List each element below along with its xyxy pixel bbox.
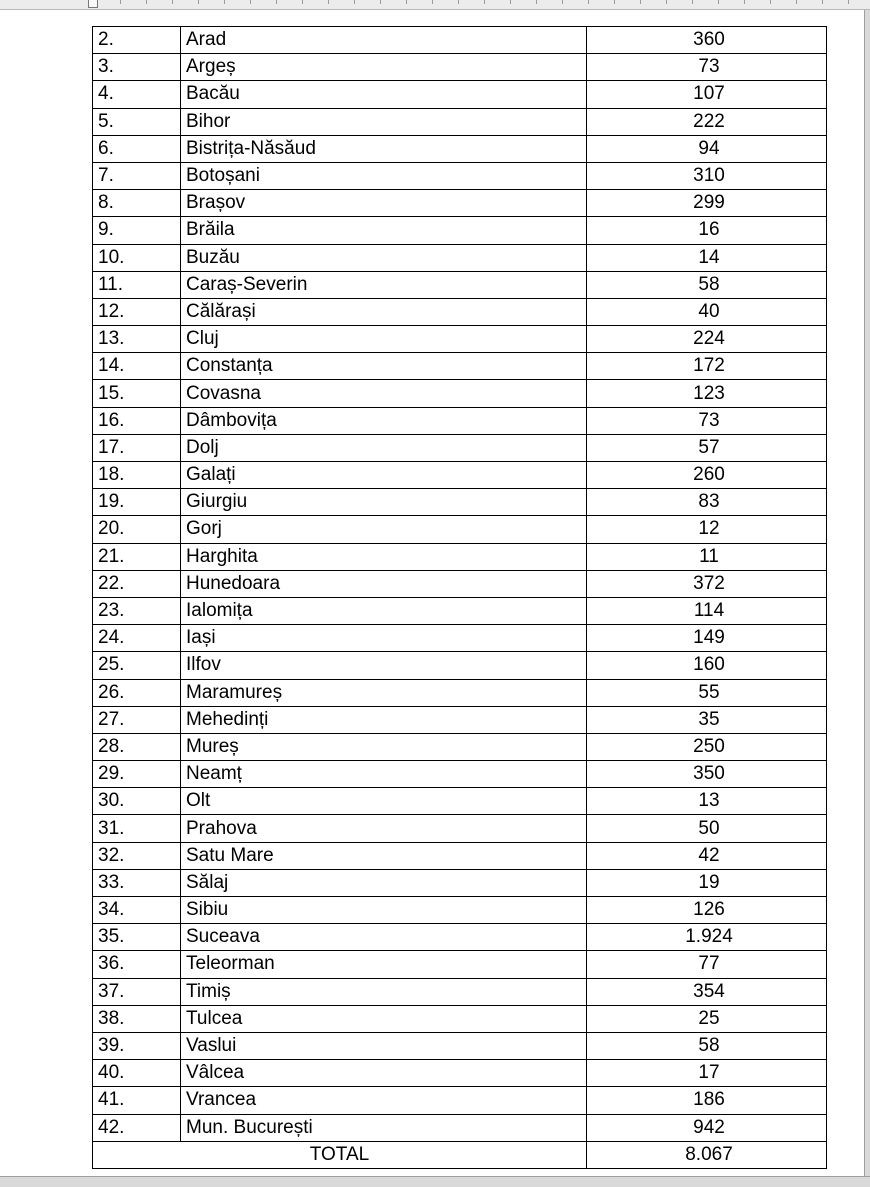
- county-name: Constanța: [181, 353, 587, 380]
- table-row: [93, 924, 827, 951]
- table-row: [93, 543, 827, 570]
- ruler-tick: [822, 0, 823, 4]
- row-number: 12.: [93, 298, 181, 325]
- county-value: 942: [587, 1114, 827, 1141]
- row-number: 5.: [93, 108, 181, 135]
- county-value: 250: [587, 733, 827, 760]
- row-number: 30.: [93, 788, 181, 815]
- table-row: [93, 706, 827, 733]
- county-value: 114: [587, 597, 827, 624]
- county-name: Iași: [181, 625, 587, 652]
- row-number: 10.: [93, 244, 181, 271]
- table-row: [93, 54, 827, 81]
- row-number: 7.: [93, 162, 181, 189]
- row-number: 26.: [93, 679, 181, 706]
- county-name: Vrancea: [181, 1087, 587, 1114]
- table-row: [93, 761, 827, 788]
- county-value: 14: [587, 244, 827, 271]
- table-row: [93, 108, 827, 135]
- indent-marker-icon[interactable]: [88, 0, 98, 8]
- county-value: 172: [587, 353, 827, 380]
- row-number: 32.: [93, 842, 181, 869]
- county-name: Vâlcea: [181, 1060, 587, 1087]
- county-name: Arad: [181, 27, 587, 54]
- table-row: [93, 597, 827, 624]
- county-name: Caraș-Severin: [181, 271, 587, 298]
- total-row: [93, 1141, 827, 1168]
- ruler-tick: [692, 0, 693, 4]
- row-number: 16.: [93, 407, 181, 434]
- table-row: [93, 271, 827, 298]
- row-number: 17.: [93, 434, 181, 461]
- county-value: 126: [587, 897, 827, 924]
- ruler-tick: [640, 0, 641, 4]
- row-number: 24.: [93, 625, 181, 652]
- ruler-tick: [666, 0, 667, 4]
- table-row: [93, 298, 827, 325]
- county-value: 186: [587, 1087, 827, 1114]
- county-value: 310: [587, 162, 827, 189]
- row-number: 20.: [93, 516, 181, 543]
- county-value: 107: [587, 81, 827, 108]
- table-row: [93, 679, 827, 706]
- county-value: 260: [587, 462, 827, 489]
- county-value: 94: [587, 135, 827, 162]
- ruler-tick: [458, 0, 459, 4]
- ruler-tick: [614, 0, 615, 4]
- ruler-tick: [510, 0, 511, 4]
- county-name: Cluj: [181, 326, 587, 353]
- county-name: Neamț: [181, 761, 587, 788]
- county-name: Argeș: [181, 54, 587, 81]
- county-value: 73: [587, 407, 827, 434]
- table-row: [93, 788, 827, 815]
- county-name: Botoșani: [181, 162, 587, 189]
- total-value: 8.067: [587, 1141, 827, 1168]
- row-number: 15.: [93, 380, 181, 407]
- ruler-tick: [796, 0, 797, 4]
- ruler-tick: [276, 0, 277, 4]
- county-name: Buzău: [181, 244, 587, 271]
- document-page: [0, 10, 864, 1176]
- row-number: 42.: [93, 1114, 181, 1141]
- county-name: Prahova: [181, 815, 587, 842]
- county-name: Maramureș: [181, 679, 587, 706]
- county-value: 58: [587, 271, 827, 298]
- row-number: 3.: [93, 54, 181, 81]
- county-value: 42: [587, 842, 827, 869]
- row-number: 14.: [93, 353, 181, 380]
- table-row: [93, 353, 827, 380]
- table-row: [93, 1005, 827, 1032]
- county-name: Suceava: [181, 924, 587, 951]
- row-number: 11.: [93, 271, 181, 298]
- table-row: [93, 489, 827, 516]
- county-name: Harghita: [181, 543, 587, 570]
- row-number: 31.: [93, 815, 181, 842]
- ruler-tick: [432, 0, 433, 4]
- county-name: Ilfov: [181, 652, 587, 679]
- row-number: 6.: [93, 135, 181, 162]
- table-row: [93, 326, 827, 353]
- county-name: Mehedinți: [181, 706, 587, 733]
- row-number: 25.: [93, 652, 181, 679]
- county-name: Timiș: [181, 978, 587, 1005]
- ruler-tick: [406, 0, 407, 4]
- table-row: [93, 625, 827, 652]
- table-row: [93, 162, 827, 189]
- county-value: 40: [587, 298, 827, 325]
- county-name: Dolj: [181, 434, 587, 461]
- county-value: 160: [587, 652, 827, 679]
- county-value: 58: [587, 1032, 827, 1059]
- row-number: 38.: [93, 1005, 181, 1032]
- table-row: [93, 652, 827, 679]
- table-row: [93, 842, 827, 869]
- county-name: Bacău: [181, 81, 587, 108]
- page-bottom-margin: [0, 1176, 870, 1187]
- table-row: [93, 27, 827, 54]
- ruler-tick: [588, 0, 589, 4]
- county-value: 83: [587, 489, 827, 516]
- table-row: [93, 570, 827, 597]
- county-value: 372: [587, 570, 827, 597]
- table-row: [93, 1087, 827, 1114]
- county-name: Hunedoara: [181, 570, 587, 597]
- county-name: Dâmbovița: [181, 407, 587, 434]
- table-row: [93, 462, 827, 489]
- ruler-tick: [770, 0, 771, 4]
- table-row: [93, 135, 827, 162]
- ruler-tick: [380, 0, 381, 4]
- table-row: [93, 897, 827, 924]
- county-name: Sălaj: [181, 869, 587, 896]
- table-row: [93, 217, 827, 244]
- ruler-tick: [198, 0, 199, 4]
- county-value: 35: [587, 706, 827, 733]
- county-value: 222: [587, 108, 827, 135]
- table-row: [93, 1114, 827, 1141]
- county-value: 16: [587, 217, 827, 244]
- county-name: Brăila: [181, 217, 587, 244]
- row-number: 8.: [93, 190, 181, 217]
- county-value: 11: [587, 543, 827, 570]
- county-value: 77: [587, 951, 827, 978]
- county-name: Satu Mare: [181, 842, 587, 869]
- ruler-tick: [354, 0, 355, 4]
- table-row: [93, 733, 827, 760]
- county-name: Călărași: [181, 298, 587, 325]
- ruler-tick: [302, 0, 303, 4]
- ruler-tick: [250, 0, 251, 4]
- row-number: 21.: [93, 543, 181, 570]
- county-name: Mun. București: [181, 1114, 587, 1141]
- ruler-tick: [562, 0, 563, 4]
- county-value: 299: [587, 190, 827, 217]
- county-name: Teleorman: [181, 951, 587, 978]
- county-value: 73: [587, 54, 827, 81]
- row-number: 13.: [93, 326, 181, 353]
- county-name: Covasna: [181, 380, 587, 407]
- row-number: 18.: [93, 462, 181, 489]
- county-name: Olt: [181, 788, 587, 815]
- row-number: 29.: [93, 761, 181, 788]
- county-name: Tulcea: [181, 1005, 587, 1032]
- county-name: Gorj: [181, 516, 587, 543]
- county-value: 17: [587, 1060, 827, 1087]
- ruler-tick: [744, 0, 745, 4]
- county-name: Sibiu: [181, 897, 587, 924]
- ruler-tick: [224, 0, 225, 4]
- county-value: 50: [587, 815, 827, 842]
- county-value: 350: [587, 761, 827, 788]
- row-number: 36.: [93, 951, 181, 978]
- county-value: 354: [587, 978, 827, 1005]
- county-value: 25: [587, 1005, 827, 1032]
- ruler-tick: [484, 0, 485, 4]
- row-number: 4.: [93, 81, 181, 108]
- county-name: Giurgiu: [181, 489, 587, 516]
- county-value: 12: [587, 516, 827, 543]
- county-value: 123: [587, 380, 827, 407]
- table-row: [93, 380, 827, 407]
- county-name: Mureș: [181, 733, 587, 760]
- ruler-tick: [146, 0, 147, 4]
- county-name: Ialomița: [181, 597, 587, 624]
- table-row: [93, 244, 827, 271]
- row-number: 39.: [93, 1032, 181, 1059]
- horizontal-ruler[interactable]: [0, 0, 870, 10]
- row-number: 28.: [93, 733, 181, 760]
- ruler-tick: [120, 0, 121, 4]
- ruler-tick: [848, 0, 849, 4]
- row-number: 23.: [93, 597, 181, 624]
- table-body: [93, 27, 827, 1142]
- ruler-tick: [536, 0, 537, 4]
- row-number: 40.: [93, 1060, 181, 1087]
- table-row: [93, 978, 827, 1005]
- row-number: 35.: [93, 924, 181, 951]
- county-name: Bihor: [181, 108, 587, 135]
- ruler-tick: [328, 0, 329, 4]
- table-row: [93, 869, 827, 896]
- county-value: 360: [587, 27, 827, 54]
- total-label: TOTAL: [93, 1141, 587, 1168]
- county-value: 1.924: [587, 924, 827, 951]
- table-row: [93, 516, 827, 543]
- county-value: 19: [587, 869, 827, 896]
- row-number: 2.: [93, 27, 181, 54]
- table-row: [93, 81, 827, 108]
- row-number: 37.: [93, 978, 181, 1005]
- counties-table: [92, 26, 827, 1169]
- row-number: 41.: [93, 1087, 181, 1114]
- county-name: Brașov: [181, 190, 587, 217]
- table-row: [93, 1032, 827, 1059]
- page-right-margin: [864, 10, 870, 1176]
- county-value: 149: [587, 625, 827, 652]
- table-row: [93, 434, 827, 461]
- county-value: 57: [587, 434, 827, 461]
- table-row: [93, 951, 827, 978]
- county-value: 13: [587, 788, 827, 815]
- row-number: 9.: [93, 217, 181, 244]
- row-number: 19.: [93, 489, 181, 516]
- county-name: Bistrița-Năsăud: [181, 135, 587, 162]
- table-row: [93, 190, 827, 217]
- table-row: [93, 815, 827, 842]
- county-name: Vaslui: [181, 1032, 587, 1059]
- county-value: 55: [587, 679, 827, 706]
- county-value: 224: [587, 326, 827, 353]
- county-name: Galați: [181, 462, 587, 489]
- row-number: 34.: [93, 897, 181, 924]
- table-row: [93, 1060, 827, 1087]
- row-number: 33.: [93, 869, 181, 896]
- row-number: 22.: [93, 570, 181, 597]
- ruler-tick: [718, 0, 719, 4]
- table-row: [93, 407, 827, 434]
- row-number: 27.: [93, 706, 181, 733]
- ruler-tick: [172, 0, 173, 4]
